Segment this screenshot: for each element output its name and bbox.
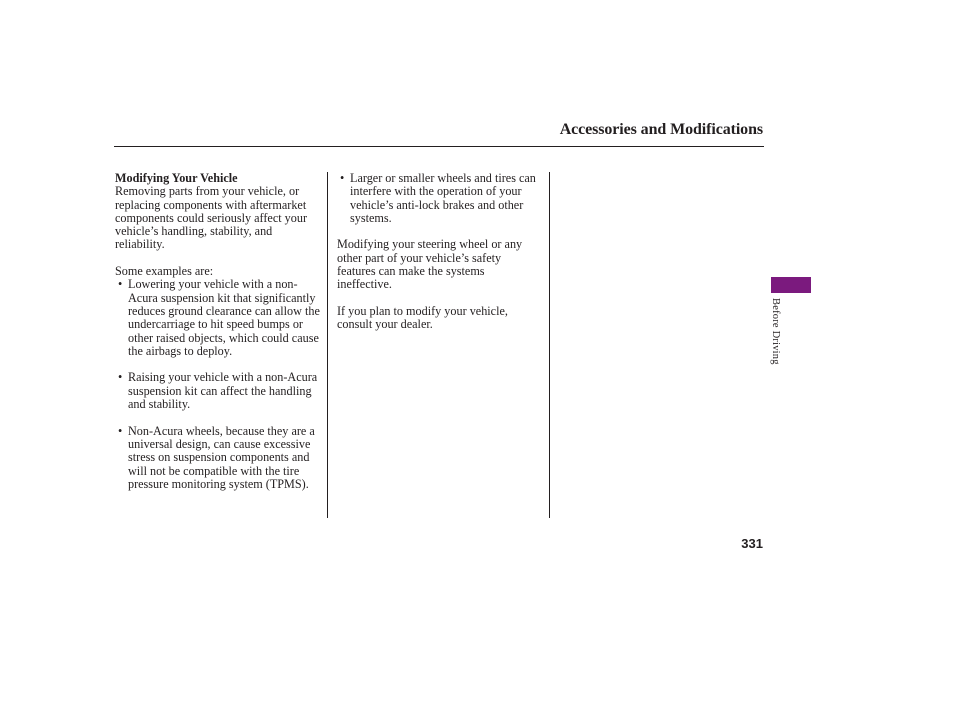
section-tab-label: Before Driving (770, 298, 781, 365)
list-item-text: Larger or smaller wheels and tires can interfere with the operation of your vehicle’s anti-lock brakes and other systems. (350, 171, 536, 225)
bullet-icon: • (118, 423, 123, 438)
list-item-text: Raising your vehicle with a non-Acura suspension kit can affect the handling and stability. (128, 370, 318, 412)
list-item (115, 278, 320, 358)
bullet-icon: • (118, 370, 123, 385)
bullet-icon: • (118, 277, 123, 292)
list-item (337, 172, 542, 225)
list-item-text: Lowering your vehicle with a non-Acura suspension kit that significantly reduces ground clearance can allow the undercarriage to hit speed bumps or other raised objects, which could cause the airbags to deploy. (128, 277, 320, 358)
column-2 (337, 172, 542, 345)
steering-paragraph: Modifying your steering wheel or any other part of your vehicle’s safety features can make the systems ineffective. (337, 237, 523, 292)
column-divider (549, 172, 550, 518)
examples-list (115, 278, 320, 491)
examples-label: Some examples are: (115, 264, 214, 279)
page-title: Accessories and Modifications (559, 121, 763, 138)
page-number: 331 (741, 536, 763, 551)
section-tab-marker (771, 277, 811, 293)
list-item (115, 371, 320, 411)
dealer-paragraph: If you plan to modify your vehicle, consult your dealer. (337, 303, 508, 332)
examples-list-continued (337, 172, 542, 225)
bullet-icon: • (340, 171, 345, 185)
list-item (115, 425, 320, 491)
list-item-text: Non-Acura wheels, because they are a universal design, can cause excessive stress on suspension components and will not be compatible with the tire pressure monitoring system (TPMS). (128, 423, 315, 491)
column-divider (327, 172, 328, 518)
section-heading: Modifying Your Vehicle (115, 171, 238, 185)
header-divider (114, 146, 764, 147)
column-1 (115, 172, 320, 504)
intro-paragraph: Removing parts from your vehicle, or replacing components with aftermarket components could seriously affect your vehicle’s handling, stability, and reliability. (115, 184, 308, 252)
